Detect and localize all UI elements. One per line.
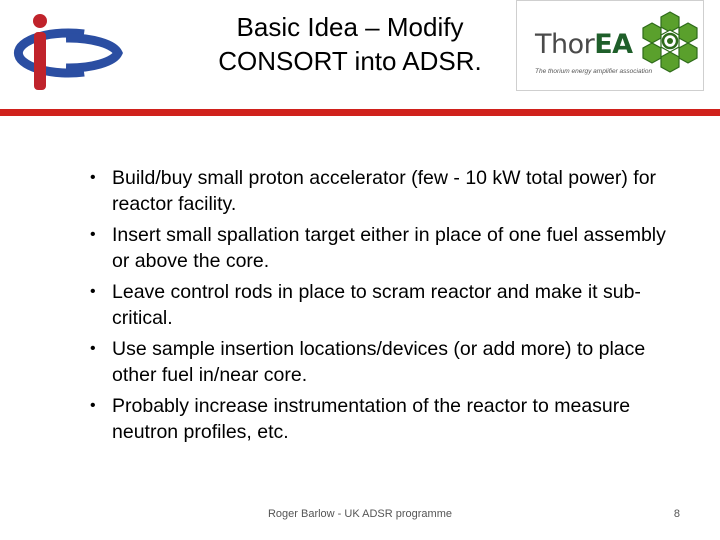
- thorea-word-thor: Thor: [535, 29, 595, 60]
- hexagon-molecule-icon: [638, 9, 702, 73]
- header-divider: [0, 109, 720, 116]
- footer-text: Roger Barlow - UK ADSR programme: [267, 508, 452, 520]
- bullet-glyph: •: [90, 340, 96, 357]
- thorea-wordmark: [535, 29, 633, 60]
- bullet-text: Leave control rods in place to scram reactor and make it sub-critical.: [112, 281, 641, 329]
- bullet-text: Insert small spallation target either in place of one fuel assembly or above the core.: [112, 224, 666, 272]
- bullet-item: [90, 279, 682, 331]
- bullet-glyph: •: [90, 226, 96, 243]
- bullet-text: Probably increase instrumentation of the reactor to measure neutron profiles, etc.: [112, 395, 631, 443]
- institution-logo-icon: [6, 12, 124, 94]
- thorea-word-ea: EA: [594, 29, 633, 60]
- thorea-tagline: The thorium energy amplifier association: [535, 68, 653, 75]
- bullet-list: [90, 165, 682, 450]
- title-line-2: CONSORT into ADSR.: [218, 46, 482, 76]
- bullet-glyph: •: [90, 283, 96, 300]
- bullet-item: [90, 165, 682, 217]
- bullet-item: [90, 336, 682, 388]
- slide-title: [185, 10, 515, 78]
- bullet-glyph: •: [90, 397, 96, 414]
- title-line-1: Basic Idea – Modify: [236, 12, 464, 42]
- bullet-item: [90, 393, 682, 445]
- bullet-text: Build/buy small proton accelerator (few - 10 kW total power) for reactor facility.: [112, 167, 657, 215]
- bullet-glyph: •: [90, 169, 96, 186]
- bullet-text: Use sample insertion locations/devices (or add more) to place other fuel in/near core.: [112, 338, 646, 386]
- thorea-logo: [516, 0, 704, 91]
- bullet-item: [90, 222, 682, 274]
- page-number: 8: [673, 508, 680, 520]
